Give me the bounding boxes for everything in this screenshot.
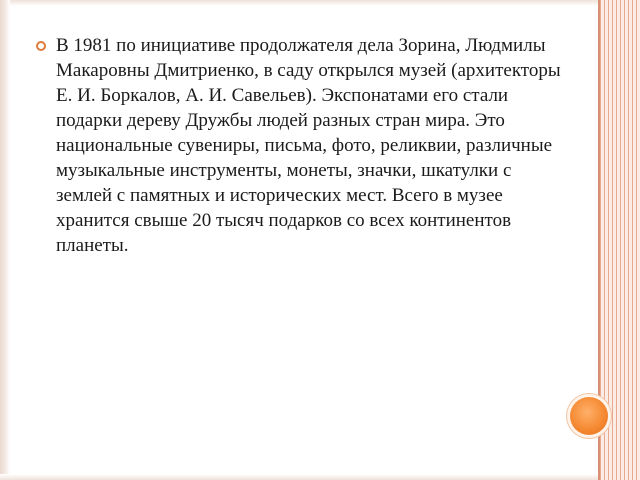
slide-bottom-edge bbox=[0, 474, 640, 480]
slide-top-edge bbox=[0, 0, 640, 6]
bullet-text: В 1981 по инициативе продолжателя дела Зорина, Людмилы Макаровны Дмитриенко, в саду открылся музей (архитекторы Е. И. Боркалов, А. И. Савельев). Экспонатами его стали подарки дереву Дружбы людей разных стран мира. Это национальные сувениры, письма, фото, реликвии, различные музыкальные инструменты, монеты, значки, шкатулки с землей с памятных и исторических мест. Всего в музее хранится свыше 20 тысяч подарков со всех континентов планеты. bbox=[56, 35, 561, 256]
circle-bullet-icon bbox=[36, 41, 46, 51]
slide-left-edge bbox=[0, 0, 10, 480]
orange-circle-icon bbox=[570, 397, 608, 435]
bullet-item bbox=[36, 33, 566, 258]
slide-content bbox=[36, 33, 566, 258]
